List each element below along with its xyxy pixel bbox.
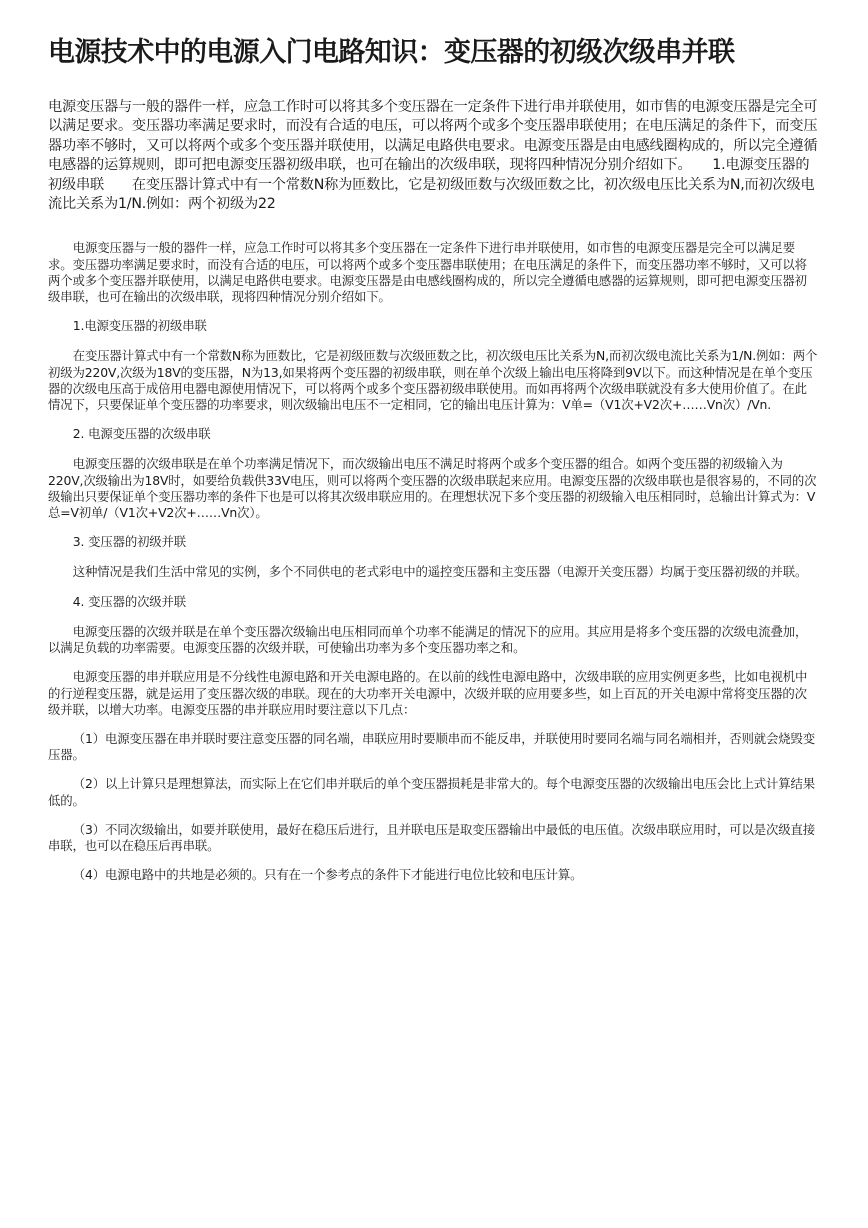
section-heading: 1.电源变压器的初级串联 [72, 318, 207, 334]
article-body [48, 240, 818, 883]
section-heading: 3. 变压器的初级并联 [72, 534, 187, 550]
article-title: 电源技术中的电源入门电路知识：变压器的初级次级串并联 [48, 37, 735, 68]
body-paragraph: 这种情况是我们生活中常见的实例，多个不同供电的老式彩电中的遥控变压器和主变压器（电源开关变压器）均属于变压器初级的并联。 [72, 564, 808, 580]
body-paragraph: 电源变压器的次级串联是在单个功率满足情况下，而次级输出电压不满足时将两个或多个变压器的组合。如两个变压器的初级输入为220V,次级输出为18V时，如要给负载供33V电压，则可以将两个变压器的次级串联起来应用。电源变压器的次级串联也是很容易的，不同的次级输出只要保证单个变压器功率的条件下也是可以将其次级串联应用的。在理想状况下多个变压器的初级输入电压相同时，总输出计算式为：V总=V初单/（V1次+V2次+……Vn次）。 [48, 456, 817, 521]
note-item: （4）电源电路中的共地是必须的。只有在一个参考点的条件下才能进行电位比较和电压计算。 [72, 867, 583, 883]
body-paragraph: 电源变压器与一般的器件一样，应急工作时可以将其多个变压器在一定条件下进行串并联使用，如市售的电源变压器是完全可以满足要求。变压器功率满足要求时，而没有合适的电压，可以将两个或多个变压器串联使用；在电压满足的条件下，而变压器功率不够时，又可以将两个或多个变压器并联使用，以满足电路供电要求。电源变压器是由电感线圈构成的，所以完全遵循电感器的运算规则，即可把电源变压器初级串联，也可在输出的次级串联，现将四种情况分别介绍如下。 [48, 240, 807, 305]
note-item: （3）不同次级输出，如要并联使用，最好在稳压后进行，且并联电压是取变压器输出中最低的电压值。次级串联应用时，可以是次级直接串联，也可以在稳压后再串联。 [48, 821, 815, 853]
section-heading: 4. 变压器的次级并联 [72, 593, 187, 609]
body-paragraph: 电源变压器的串并联应用是不分线性电源电路和开关电源电路的。在以前的线性电源电路中，次级串联的应用实例更多些，比如电视机中的行逆程变压器，就是运用了变压器次级的串联。现在的大功率开关电源中，次级并联的应用要多些，如上百瓦的开关电源中常将变压器的次级并联，以增大功率。电源变压器的串并联应用时要注意以下几点： [48, 669, 808, 717]
note-item: （2）以上计算只是理想算法，而实际上在它们串并联后的单个变压器损耗是非常大的。每个电源变压器的次级输出电压会比上式计算结果低的。 [48, 776, 815, 808]
body-paragraph: 在变压器计算式中有一个常数N称为匝数比，它是初级匝数与次级匝数之比，初次级电压比关系为N,而初次级电流比关系为1/N.例如：两个初级为220V,次级为18V的变压器，N为13,如果将两个变压器的初级串联，则在单个次级上输出电压将降到9V以下。而这种情况是在单个变压器的次级电压高于成倍用电器电源使用情况下，可以将两个或多个变压器初级串联使用。而如再将两个次级串联就没有多大使用价值了。在此情况下，只要保证单个变压器的功率要求，则次级输出电压不一定相同，它的输出电压计算为：V单=（V1次+V2次+……Vn次）/Vn. [48, 348, 818, 413]
note-item: （1）电源变压器在串并联时要注意变压器的同名端，串联应用时要顺串而不能反串，并联使用时要同名端与同名端相并，否则就会烧毁变压器。 [48, 730, 815, 763]
intro-paragraph: 电源变压器与一般的器件一样，应急工作时可以将其多个变压器在一定条件下进行串并联使用，如市售的电源变压器是完全可以满足要求。变压器功率满足要求时，而没有合适的电压，可以将两个或多个变压器串联使用；在电压满足的条件下，而变压器功率不够时，又可以将两个或多个变压器并联使用，以满足电路供电要求。电源变压器是由电感线圈构成的，所以完全遵循电感器的运算规则，即可把电源变压器初级串联，也可在输出的次级串联，现将四种情况分别介绍如下。 1.电源变压器的初级串联 在变压器计算式中有一个常数N称为匝数比，它是初级匝数与次级匝数之比，初次级电压比关系为N,而初次级电流比关系为1/N.例如：两个初级为22 [48, 99, 818, 213]
body-paragraph: 电源变压器的次级并联是在单个变压器次级输出电压相同而单个功率不能满足的情况下的应用。其应用是将多个变压器的次级电流叠加，以满足负载的功率需要。电源变压器的次级并联，可使输出功率为多个变压器功率之和。 [48, 623, 808, 656]
section-heading: 2. 电源变压器的次级串联 [72, 426, 211, 442]
